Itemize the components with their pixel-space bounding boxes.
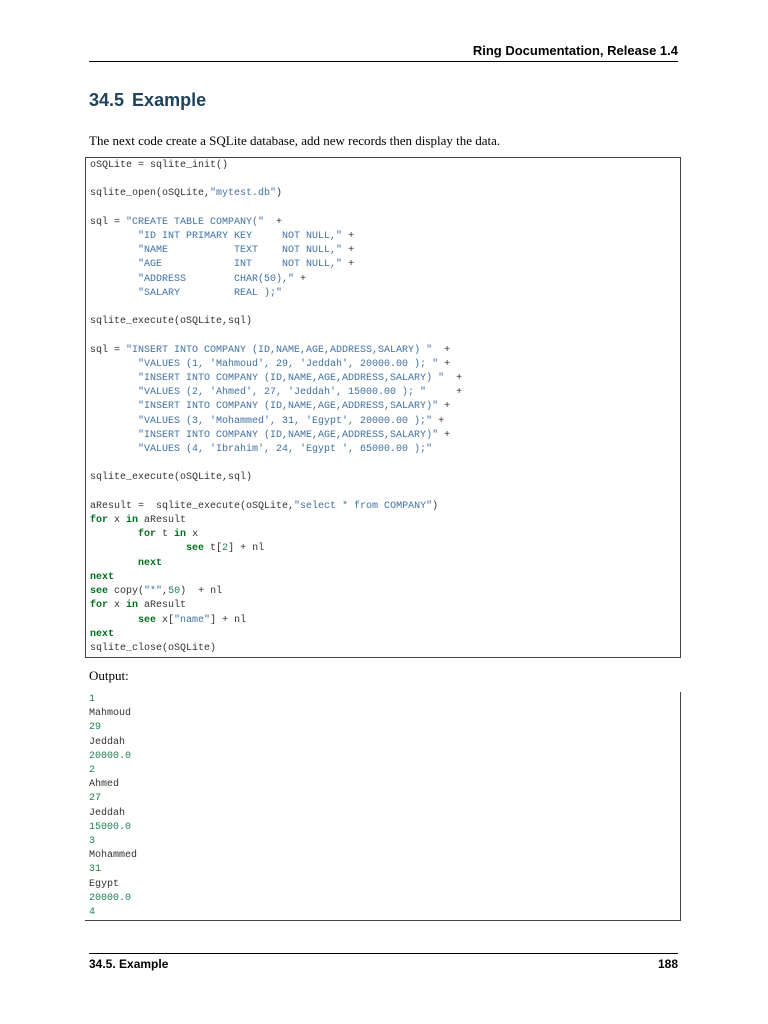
code-line	[90, 599, 680, 613]
code-line	[90, 173, 680, 187]
code-token: in	[174, 529, 187, 541]
code-token: +	[444, 373, 463, 385]
code-token: +	[432, 415, 445, 427]
code-line	[90, 528, 680, 542]
code-token: 50	[168, 586, 181, 598]
code-token: see	[138, 614, 157, 626]
code-token: 29	[89, 722, 102, 734]
output-line	[89, 849, 680, 863]
footer-rule	[89, 953, 678, 954]
code-line	[90, 216, 680, 230]
code-token: +	[342, 259, 355, 271]
code-token	[90, 359, 138, 370]
code-token: for	[90, 600, 109, 612]
code-token: +	[342, 231, 355, 243]
code-token	[90, 558, 138, 569]
code-token	[90, 615, 138, 626]
code-line	[90, 287, 680, 301]
header-rule	[89, 61, 678, 62]
code-token: "ADDRESS CHAR(50),"	[138, 273, 295, 285]
code-token: next	[90, 628, 115, 640]
code-line	[90, 457, 680, 471]
code-token	[90, 430, 138, 441]
output-line	[89, 821, 680, 835]
code-line	[90, 542, 680, 556]
code-token: for	[90, 515, 109, 527]
code-token: Jeddah	[89, 807, 126, 819]
code-line	[90, 415, 680, 429]
code-token: oSQLite = sqlite_init()	[90, 160, 229, 171]
code-token: +	[426, 387, 463, 399]
code-token: see	[90, 586, 109, 598]
code-token: t	[156, 529, 175, 541]
code-token: see	[186, 543, 205, 555]
code-token: +	[342, 245, 355, 257]
code-line	[90, 571, 680, 585]
code-token: in	[126, 600, 139, 612]
code-line	[90, 301, 680, 315]
code-token: copy(	[108, 586, 145, 598]
code-token: )	[432, 500, 439, 512]
code-token: )	[276, 188, 283, 200]
code-line	[90, 443, 680, 457]
code-token: 2	[89, 765, 96, 777]
code-token: "VALUES (4, 'Ibrahim', 24, 'Egypt ', 65000.00 );"	[138, 444, 433, 456]
code-token	[90, 529, 138, 540]
code-token: sql =	[90, 344, 127, 356]
code-listing	[86, 158, 680, 656]
code-token: "INSERT INTO COMPANY (ID,NAME,AGE,ADDRESS,SALARY)"	[138, 429, 439, 441]
code-line	[90, 386, 680, 400]
code-token	[90, 401, 138, 412]
section-title: Example	[132, 90, 207, 110]
code-token: aResult	[138, 600, 187, 612]
output-label: Output:	[89, 668, 129, 683]
code-token: "SALARY REAL );"	[138, 287, 283, 299]
code-line	[90, 329, 680, 343]
code-token: 4	[89, 907, 96, 919]
code-line	[90, 258, 680, 272]
code-token: for	[138, 529, 157, 541]
code-token: Mahmoud	[89, 708, 132, 720]
code-line	[90, 400, 680, 414]
code-token	[90, 288, 138, 299]
code-token: next	[138, 557, 163, 569]
code-token: "select * from COMPANY"	[294, 500, 433, 512]
output-line	[89, 736, 680, 750]
code-line	[90, 344, 680, 358]
code-token: aResult = sqlite_execute(oSQLite,	[90, 500, 295, 512]
code-line	[90, 244, 680, 258]
code-token	[90, 373, 138, 384]
code-token: +	[438, 401, 451, 413]
output-listing	[85, 692, 680, 920]
code-token: sqlite_close(oSQLite)	[90, 642, 217, 654]
code-line	[90, 429, 680, 443]
code-line	[90, 159, 680, 173]
output-block	[85, 692, 681, 921]
code-token: "AGE INT NOT NULL,"	[138, 259, 343, 271]
code-token	[90, 543, 186, 554]
output-line	[89, 792, 680, 806]
code-line	[90, 614, 680, 628]
code-line	[90, 273, 680, 287]
code-token: "NAME TEXT NOT NULL,"	[138, 245, 343, 257]
code-token: ) + nl	[180, 586, 223, 598]
code-token	[90, 387, 138, 398]
code-token	[90, 259, 138, 270]
code-token	[90, 444, 138, 455]
code-token: +	[432, 344, 451, 356]
code-token: +	[264, 216, 283, 228]
code-token: "INSERT INTO COMPANY (ID,NAME,AGE,ADDRESS,SALARY) "	[138, 373, 445, 385]
code-token: 1	[89, 694, 96, 705]
code-token: "CREATE TABLE COMPANY("	[126, 216, 265, 228]
code-token: Mohammed	[89, 850, 138, 862]
code-line	[90, 315, 680, 329]
code-token: x[	[156, 614, 175, 626]
code-token: 15000.0	[89, 821, 132, 833]
code-token: next	[90, 571, 115, 583]
code-token	[90, 231, 138, 242]
code-token	[90, 274, 138, 285]
output-line	[89, 807, 680, 821]
code-line	[90, 500, 680, 514]
output-line	[89, 878, 680, 892]
code-token: Ahmed	[89, 779, 120, 791]
code-token: "VALUES (2, 'Ahmed', 27, 'Jeddah', 15000.00 ); "	[138, 387, 427, 399]
code-token: 31	[89, 864, 102, 876]
code-token: x	[108, 515, 127, 527]
code-token: x	[108, 600, 127, 612]
code-token	[90, 416, 138, 427]
output-line	[89, 721, 680, 735]
code-token: +	[438, 358, 451, 370]
code-token: ] + nl	[228, 543, 265, 555]
code-line	[90, 187, 680, 201]
code-token: "INSERT INTO COMPANY (ID,NAME,AGE,ADDRESS,SALARY) "	[126, 344, 433, 356]
code-token: sqlite_execute(oSQLite,sql)	[90, 472, 253, 484]
code-token: +	[438, 429, 451, 441]
code-line	[90, 358, 680, 372]
code-token: "VALUES (1, 'Mahmoud', 29, 'Jeddah', 20000.00 ); "	[138, 358, 439, 370]
code-line	[90, 202, 680, 216]
code-token: sqlite_open(oSQLite,	[90, 188, 211, 200]
output-line	[89, 764, 680, 778]
code-token: "*"	[144, 586, 163, 598]
page-number: 188	[657, 957, 678, 971]
code-token: 20000.0	[89, 892, 132, 904]
code-token: 2	[222, 543, 229, 555]
code-token: +	[294, 273, 307, 285]
code-line	[90, 585, 680, 599]
code-line	[90, 628, 680, 642]
code-token: "mytest.db"	[210, 188, 277, 200]
code-line	[90, 557, 680, 571]
code-token: "name"	[174, 614, 211, 626]
output-line	[89, 906, 680, 920]
code-token: Egypt	[89, 878, 120, 890]
output-line	[89, 707, 680, 721]
code-token	[90, 245, 138, 256]
code-token: aResult	[138, 515, 187, 527]
code-token: sql =	[90, 216, 127, 228]
code-line	[90, 514, 680, 528]
intro-paragraph: The next code create a SQLite database, add new records then display the data.	[89, 133, 501, 148]
code-token: Jeddah	[89, 736, 126, 748]
footer-section: 34.5. Example	[89, 957, 169, 971]
code-token: ] + nl	[210, 614, 247, 626]
code-line	[90, 471, 680, 485]
code-line	[90, 642, 680, 656]
section-number: 34.5	[89, 90, 125, 110]
code-token: "ID INT PRIMARY KEY NOT NULL,"	[138, 231, 343, 243]
output-line	[89, 693, 680, 707]
output-line	[89, 835, 680, 849]
code-token: 20000.0	[89, 750, 132, 762]
code-token: ,	[162, 586, 169, 598]
code-token: in	[126, 515, 139, 527]
code-token: 3	[89, 836, 96, 848]
code-block	[85, 157, 681, 658]
code-token: t[	[204, 543, 223, 555]
code-token: sqlite_execute(oSQLite,sql)	[90, 316, 253, 328]
code-token: "VALUES (3, 'Mohammed', 31, 'Egypt', 20000.00 );"	[138, 415, 433, 427]
code-line	[90, 486, 680, 500]
code-token: x	[186, 529, 199, 541]
output-line	[89, 892, 680, 906]
code-token: "INSERT INTO COMPANY (ID,NAME,AGE,ADDRESS,SALARY)"	[138, 401, 439, 413]
header-title: Ring Documentation, Release 1.4	[472, 43, 678, 58]
code-token: 27	[89, 793, 102, 805]
output-line	[89, 778, 680, 792]
output-line	[89, 750, 680, 764]
output-line	[89, 863, 680, 877]
code-line	[90, 372, 680, 386]
section-heading	[89, 90, 206, 111]
code-line	[90, 230, 680, 244]
